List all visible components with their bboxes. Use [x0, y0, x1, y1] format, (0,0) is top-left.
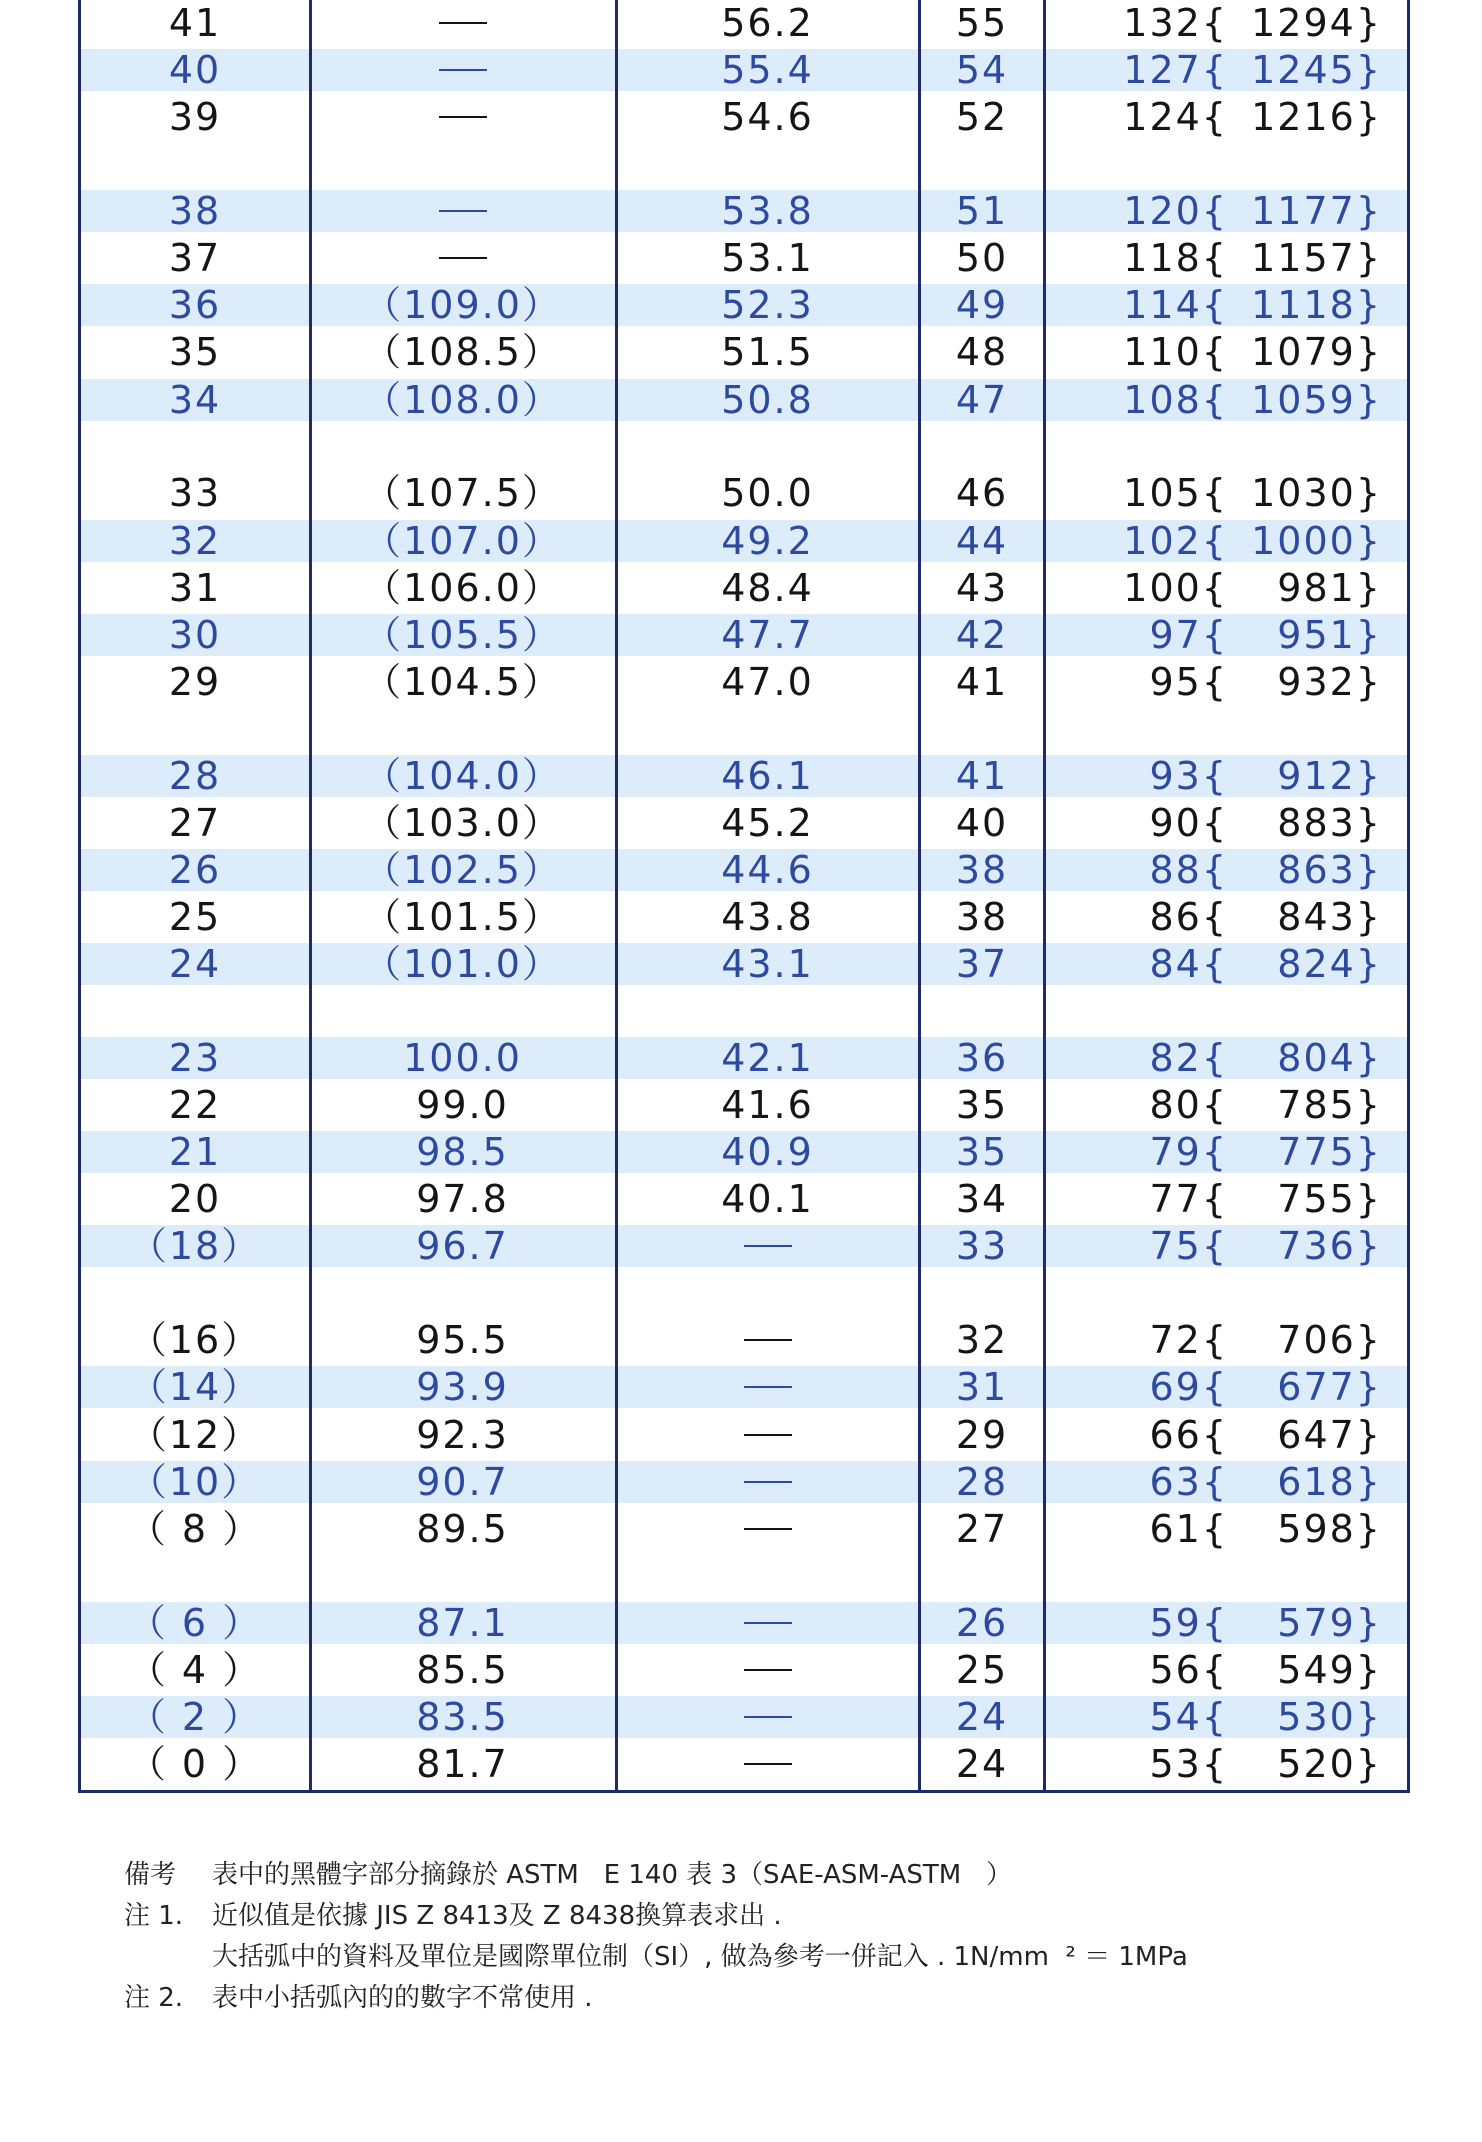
cell-tensile-strength	[1046, 470, 1410, 516]
tensile-si-value: 1030}	[1251, 471, 1382, 516]
tensile-mpa-value: 88{	[1149, 847, 1228, 892]
table-row	[0, 659, 1482, 705]
cell-hrb	[311, 94, 614, 140]
table-row	[0, 282, 1482, 328]
tensile-mpa-value: 66{	[1149, 1412, 1228, 1457]
cell-hrc: 24	[168, 942, 222, 987]
cell-hs: 49	[955, 283, 1009, 328]
dash-text	[617, 1223, 918, 1269]
tensile-si-value: 736}	[1277, 1224, 1382, 1269]
cell-hrc: 22	[168, 1083, 222, 1128]
cell-hrc: （ 6 ）	[127, 1600, 263, 1645]
tensile-si-value: 883}	[1277, 800, 1382, 845]
tensile-mpa-value: 72{	[1149, 1318, 1228, 1363]
cell-hs: 44	[955, 518, 1009, 563]
cell-hrb: 97.8	[416, 1177, 509, 1222]
tensile-mpa-value: 93{	[1149, 753, 1228, 798]
tensile-si-value: 1216}	[1251, 95, 1382, 140]
cell-hrb	[311, 47, 614, 93]
note-label: 注 1.	[124, 1901, 184, 1931]
cell-tensile-strength	[1046, 800, 1410, 846]
dash-text	[617, 1506, 918, 1552]
tensile-si-value: 647}	[1277, 1412, 1382, 1457]
cell-tensile-strength	[1046, 188, 1410, 234]
cell-hra	[617, 1694, 918, 1740]
table-row	[0, 94, 1482, 140]
cell-hs: 46	[955, 471, 1009, 516]
tensile-mpa-value: 69{	[1149, 1365, 1228, 1410]
cell-hrc: 21	[168, 1130, 222, 1175]
cell-tensile-strength	[1046, 659, 1410, 705]
cell-hrb: 81.7	[416, 1741, 509, 1786]
cell-tensile-strength	[1046, 1364, 1410, 1410]
cell-hrc: 23	[168, 1036, 222, 1080]
tensile-mpa-value: 77{	[1149, 1177, 1228, 1222]
tensile-mpa-value: 86{	[1149, 895, 1228, 939]
tensile-si-value: 981}	[1277, 565, 1382, 610]
cell-hrc: 39	[168, 95, 222, 140]
cell-tensile-strength	[1046, 1035, 1410, 1081]
cell-hrc: 36	[168, 283, 222, 328]
dash-text	[617, 1412, 918, 1458]
cell-hra	[617, 1459, 918, 1505]
tensile-si-value: 706}	[1277, 1318, 1382, 1363]
cell-tensile-strength	[1046, 1694, 1410, 1740]
tensile-si-value: 618}	[1277, 1459, 1382, 1504]
cell-hra: 55.4	[721, 48, 814, 93]
cell-hrb: 95.5	[416, 1318, 509, 1363]
tensile-mpa-value: 124{	[1123, 95, 1228, 140]
table-row	[0, 894, 1482, 940]
cell-tensile-strength	[1046, 894, 1410, 940]
cell-hrc: 33	[168, 471, 222, 516]
tensile-mpa-value: 90{	[1149, 800, 1228, 845]
tensile-si-value: 804}	[1277, 1036, 1382, 1080]
table-row	[0, 235, 1482, 281]
table-row	[0, 470, 1482, 516]
cell-hrb: （104.5）	[363, 659, 562, 704]
cell-hra: 41.6	[721, 1083, 814, 1128]
table-row	[0, 1459, 1482, 1505]
cell-hrc: 27	[168, 800, 222, 845]
table-row	[0, 377, 1482, 423]
cell-hs: 38	[955, 847, 1009, 892]
cell-hra	[617, 1223, 918, 1269]
cell-hs: 40	[955, 800, 1009, 845]
cell-hs: 32	[955, 1318, 1009, 1363]
cell-hra: 46.1	[721, 753, 814, 798]
tensile-mpa-value: 84{	[1149, 942, 1228, 987]
tensile-mpa-value: 56{	[1149, 1647, 1228, 1692]
cell-hrb: （104.0）	[363, 753, 562, 798]
cell-hs: 31	[955, 1365, 1009, 1410]
cell-hs: 29	[955, 1412, 1009, 1457]
table-row	[0, 565, 1482, 611]
table-row	[0, 1317, 1482, 1363]
dash-text	[311, 47, 614, 93]
cell-hrb: 96.7	[416, 1224, 509, 1269]
cell-hra	[617, 1412, 918, 1458]
cell-tensile-strength	[1046, 282, 1410, 328]
cell-tensile-strength	[1046, 1412, 1410, 1458]
tensile-si-value: 843}	[1277, 895, 1382, 939]
cell-tensile-strength	[1046, 847, 1410, 893]
tensile-mpa-value: 97{	[1149, 612, 1228, 657]
cell-hrb: （109.0）	[363, 283, 562, 328]
cell-tensile-strength	[1046, 47, 1410, 93]
cell-hs: 55	[955, 1, 1009, 45]
tensile-mpa-value: 54{	[1149, 1694, 1228, 1739]
cell-hra: 40.1	[721, 1177, 814, 1222]
note-1	[124, 1896, 782, 1937]
note-text: 表中的黑體字部分摘錄於 ASTM E 140 表 3（SAE-ASM-ASTM ）	[212, 1860, 1012, 1890]
cell-hra: 56.2	[721, 1, 814, 45]
cell-hrc: 38	[168, 189, 222, 234]
cell-tensile-strength	[1046, 1459, 1410, 1505]
tensile-mpa-value: 75{	[1149, 1224, 1228, 1269]
tensile-mpa-value: 100{	[1123, 565, 1228, 610]
tensile-si-value: 1000}	[1251, 518, 1382, 563]
dash-text	[617, 1694, 918, 1740]
cell-hrc: （ 4 ）	[127, 1647, 263, 1692]
tensile-mpa-value: 127{	[1123, 48, 1228, 93]
cell-hrb: （101.5）	[363, 895, 562, 939]
cell-hrb: （108.0）	[363, 377, 562, 422]
table-row	[0, 1741, 1482, 1787]
note-1-continued	[124, 1937, 1188, 1978]
table-row	[0, 329, 1482, 375]
cell-hs: 24	[955, 1741, 1009, 1786]
cell-hrc: （10）	[128, 1459, 262, 1504]
cell-hra: 53.8	[721, 189, 814, 234]
cell-hrb: （107.0）	[363, 518, 562, 563]
table-row	[0, 1506, 1482, 1552]
note-text: 近似值是依據 JIS Z 8413及 Z 8438換算表求出 .	[212, 1901, 782, 1931]
tensile-si-value: 932}	[1277, 659, 1382, 704]
cell-hrc: 26	[168, 847, 222, 892]
table-row	[0, 612, 1482, 658]
tensile-si-value: 863}	[1277, 847, 1382, 892]
cell-hrc: 28	[168, 753, 222, 798]
cell-tensile-strength	[1046, 1506, 1410, 1552]
cell-hs: 24	[955, 1694, 1009, 1739]
note-label: 備考	[124, 1860, 177, 1890]
cell-hrb: 92.3	[416, 1412, 509, 1457]
tensile-mpa-value: 105{	[1123, 471, 1228, 516]
tensile-si-value: 1079}	[1251, 330, 1382, 375]
tensile-si-value: 579}	[1277, 1600, 1382, 1645]
table-row	[0, 753, 1482, 799]
cell-hrb	[311, 235, 614, 281]
tensile-mpa-value: 114{	[1123, 283, 1228, 328]
cell-hra: 43.8	[721, 895, 814, 939]
cell-hs: 54	[955, 48, 1009, 93]
table-row	[0, 941, 1482, 987]
cell-hrb: （106.0）	[363, 565, 562, 610]
tensile-si-value: 677}	[1277, 1365, 1382, 1410]
cell-hra	[617, 1600, 918, 1646]
cell-tensile-strength	[1046, 1082, 1410, 1128]
cell-hrc: 31	[168, 565, 222, 610]
tensile-si-value: 1118}	[1251, 283, 1382, 328]
cell-hrb: 85.5	[416, 1647, 509, 1692]
cell-hs: 28	[955, 1459, 1009, 1504]
cell-hrb: （105.5）	[363, 612, 562, 657]
cell-tensile-strength	[1046, 565, 1410, 611]
cell-hra: 48.4	[721, 565, 814, 610]
tensile-mpa-value: 59{	[1149, 1600, 1228, 1645]
cell-hrc: （16）	[128, 1318, 262, 1363]
tensile-si-value: 951}	[1277, 612, 1382, 657]
cell-tensile-strength	[1046, 329, 1410, 375]
cell-hrc: 30	[168, 612, 222, 657]
cell-hs: 35	[955, 1083, 1009, 1128]
cell-tensile-strength	[1046, 941, 1410, 987]
cell-hrc: 35	[168, 330, 222, 375]
cell-hra: 40.9	[721, 1130, 814, 1175]
cell-tensile-strength	[1046, 518, 1410, 564]
cell-hs: 41	[955, 659, 1009, 704]
cell-hrb: （108.5）	[363, 330, 562, 375]
cell-hrc: （ 0 ）	[127, 1741, 263, 1786]
tensile-mpa-value: 132{	[1123, 1, 1228, 45]
cell-hrb: 99.0	[416, 1083, 509, 1128]
cell-hra: 45.2	[721, 800, 814, 845]
cell-hrb: （103.0）	[363, 800, 562, 845]
table-row	[0, 1600, 1482, 1646]
cell-hrc: （ 8 ）	[127, 1506, 263, 1551]
cell-hrc: 25	[168, 895, 222, 939]
table-row	[0, 518, 1482, 564]
table-row	[0, 188, 1482, 234]
table-row	[0, 1223, 1482, 1269]
cell-hrb: 100.0	[403, 1036, 522, 1080]
cell-hs: 50	[955, 236, 1009, 281]
table-row	[0, 0, 1482, 46]
cell-hrc: （14）	[128, 1365, 262, 1410]
cell-hra: 50.0	[721, 471, 814, 516]
tensile-si-value: 1059}	[1251, 377, 1382, 422]
cell-tensile-strength	[1046, 1176, 1410, 1222]
cell-hra: 51.5	[721, 330, 814, 375]
cell-hrb	[311, 0, 614, 46]
cell-hrc: （ 2 ）	[127, 1694, 263, 1739]
cell-tensile-strength	[1046, 1741, 1410, 1787]
cell-hrc: 41	[168, 1, 222, 45]
cell-hrc: 20	[168, 1177, 222, 1222]
cell-hs: 43	[955, 565, 1009, 610]
tensile-si-value: 1157}	[1251, 236, 1382, 281]
cell-tensile-strength	[1046, 0, 1410, 46]
cell-hrb	[311, 188, 614, 234]
cell-hra: 52.3	[721, 283, 814, 328]
note-text: 表中小括弧內的的數字不常使用 .	[212, 1983, 593, 2013]
tensile-si-value: 785}	[1277, 1083, 1382, 1128]
cell-hra: 42.1	[721, 1036, 814, 1080]
tensile-mpa-value: 53{	[1149, 1741, 1228, 1786]
tensile-si-value: 1177}	[1251, 189, 1382, 234]
cell-hs: 34	[955, 1177, 1009, 1222]
cell-hra: 49.2	[721, 518, 814, 563]
tensile-mpa-value: 120{	[1123, 189, 1228, 234]
cell-hra	[617, 1741, 918, 1787]
cell-hrb: （107.5）	[363, 471, 562, 516]
table-row	[0, 1176, 1482, 1222]
dash-text	[311, 94, 614, 140]
cell-hra: 43.1	[721, 942, 814, 987]
tensile-mpa-value: 80{	[1149, 1083, 1228, 1128]
cell-hrb: 98.5	[416, 1130, 509, 1175]
cell-tensile-strength	[1046, 1223, 1410, 1269]
tensile-si-value: 549}	[1277, 1647, 1382, 1692]
cell-tensile-strength	[1046, 1647, 1410, 1693]
cell-hrb: （101.0）	[363, 942, 562, 987]
cell-tensile-strength	[1046, 1129, 1410, 1175]
cell-hra	[617, 1317, 918, 1363]
cell-hs: 41	[955, 753, 1009, 798]
dash-text	[311, 235, 614, 281]
dash-text	[617, 1317, 918, 1363]
tensile-si-value: 755}	[1277, 1177, 1382, 1222]
tensile-mpa-value: 118{	[1123, 236, 1228, 281]
table-row	[0, 1082, 1482, 1128]
cell-hrb: 87.1	[416, 1600, 509, 1645]
cell-hs: 26	[955, 1600, 1009, 1645]
cell-hra	[617, 1647, 918, 1693]
footnotes	[124, 1855, 1188, 2019]
dash-text	[617, 1364, 918, 1410]
cell-hra	[617, 1364, 918, 1410]
cell-hrc: 40	[168, 48, 222, 93]
cell-tensile-strength	[1046, 377, 1410, 423]
cell-hrc: 29	[168, 659, 222, 704]
cell-hs: 36	[955, 1036, 1009, 1080]
cell-hs: 25	[955, 1647, 1009, 1692]
tensile-mpa-value: 79{	[1149, 1130, 1228, 1175]
cell-tensile-strength	[1046, 1317, 1410, 1363]
tensile-si-value: 775}	[1277, 1130, 1382, 1175]
cell-hrb: （102.5）	[363, 847, 562, 892]
table-row	[0, 1647, 1482, 1693]
cell-hrc: 32	[168, 518, 222, 563]
note-2	[124, 1978, 593, 2019]
dash-text	[617, 1459, 918, 1505]
tensile-si-value: 824}	[1277, 942, 1382, 987]
cell-hs: 42	[955, 612, 1009, 657]
note-remark	[124, 1855, 1012, 1896]
cell-hs: 51	[955, 189, 1009, 234]
tensile-mpa-value: 95{	[1149, 659, 1228, 704]
dash-text	[617, 1600, 918, 1646]
cell-hra	[617, 1506, 918, 1552]
tensile-mpa-value: 102{	[1123, 518, 1228, 563]
table-row	[0, 1412, 1482, 1458]
table-row	[0, 800, 1482, 846]
cell-hrb: 93.9	[416, 1365, 509, 1410]
cell-hs: 52	[955, 95, 1009, 140]
cell-hra: 44.6	[721, 847, 814, 892]
tensile-mpa-value: 63{	[1149, 1459, 1228, 1504]
tensile-mpa-value: 110{	[1123, 330, 1228, 375]
note-label: 注 2.	[124, 1983, 184, 2013]
tensile-mpa-value: 82{	[1149, 1036, 1228, 1080]
table-row	[0, 1035, 1482, 1081]
dash-text	[311, 188, 614, 234]
tensile-si-value: 1245}	[1251, 48, 1382, 93]
cell-tensile-strength	[1046, 235, 1410, 281]
cell-tensile-strength	[1046, 612, 1410, 658]
cell-hra: 47.0	[721, 659, 814, 704]
tensile-si-value: 598}	[1277, 1506, 1382, 1551]
cell-tensile-strength	[1046, 94, 1410, 140]
cell-hrc: 37	[168, 236, 222, 281]
tensile-si-value: 1294}	[1251, 1, 1382, 45]
cell-hra: 54.6	[721, 95, 814, 140]
cell-hs: 48	[955, 330, 1009, 375]
cell-hrc: （12）	[128, 1412, 262, 1457]
table-row	[0, 47, 1482, 93]
cell-hra: 47.7	[721, 612, 814, 657]
cell-hra: 50.8	[721, 377, 814, 422]
table-row	[0, 847, 1482, 893]
cell-hrb: 83.5	[416, 1694, 509, 1739]
tensile-si-value: 912}	[1277, 753, 1382, 798]
dash-text	[311, 0, 614, 46]
table-row	[0, 1364, 1482, 1410]
table-row	[0, 1694, 1482, 1740]
dash-text	[617, 1647, 918, 1693]
cell-tensile-strength	[1046, 1600, 1410, 1646]
note-text: 大括弧中的資料及單位是國際單位制（SI）, 做為參考一併記入 . 1N/mm ² ＝ 1MPa	[212, 1942, 1188, 1972]
cell-hs: 37	[955, 942, 1009, 987]
dash-text	[617, 1741, 918, 1787]
cell-tensile-strength	[1046, 753, 1410, 799]
cell-hrb: 90.7	[416, 1459, 509, 1504]
tensile-si-value: 530}	[1277, 1694, 1382, 1739]
cell-hrc: 34	[168, 377, 222, 422]
table-row	[0, 1129, 1482, 1175]
tensile-mpa-value: 108{	[1123, 377, 1228, 422]
tensile-mpa-value: 61{	[1149, 1506, 1228, 1551]
cell-hs: 33	[955, 1224, 1009, 1269]
cell-hra: 53.1	[721, 236, 814, 281]
cell-hrc: （18）	[128, 1224, 262, 1269]
cell-hs: 27	[955, 1506, 1009, 1551]
cell-hs: 47	[955, 377, 1009, 422]
cell-hs: 35	[955, 1130, 1009, 1175]
cell-hrb: 89.5	[416, 1506, 509, 1551]
cell-hs: 38	[955, 895, 1009, 939]
tensile-si-value: 520}	[1277, 1741, 1382, 1786]
